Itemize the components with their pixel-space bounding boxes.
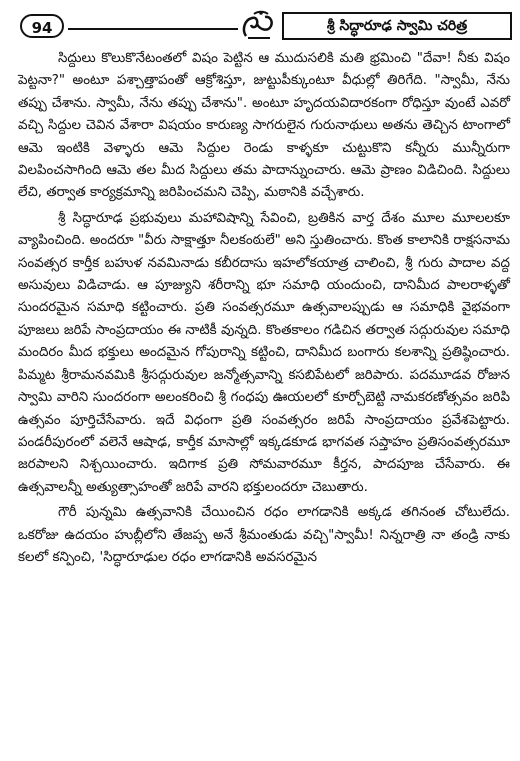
header-rule xyxy=(68,28,238,30)
page-number: 94 xyxy=(20,14,64,38)
book-title: శ్రీ సిద్ధారూఢ స్వామి చరిత్ర xyxy=(282,12,512,40)
om-emblem-icon xyxy=(240,10,276,42)
paragraph: సిద్దులు కొలుకొనేటంతలో విషం పెట్టిన ఆ ముదుసలికి మతి భ్రమించి "దేవా! నీకు విషం పెట్టనా?" అంటూ పశ్చాత్తాపంతో ఆక్రోశిస్తూ, జుట్టుపీక్కుంటూ వీధుల్లో తిరిగేది. "స్వామీ, నేను తప్పు చేశాను. స్వామీ, నేను తప్పు చేశాను". అంటూ హృదయవిదారకంగా రోధిస్తూ వుంటే ఎవరో వచ్చి సిద్దుల చెవిన వేశారా విషయం కారుణ్య సాగరులైన గురునాథులు అతను తెచ్చిన టాంగాలో ఆమె ఇంటికి వెళ్ళారు ఆమె సిద్దుల రెండు కాళ్ళకూ చుట్టుకొని కన్నీరు మున్నీరుగా విలపించసాగింది ఆమె తల మీద సిద్దులు తమ పాదాన్నుంచారు. ఆమె ప్రాణం విడిచింది. సిద్దులు లేచి, తర్వాత కార్యక్రమాన్ని జరిపించమని చెప్పి, మఠానికి వచ్చేశారు. xyxy=(18,51,510,201)
page-header xyxy=(16,10,512,44)
paragraph: శ్రీ సిద్ధారూఢ ప్రభువులు మహావిషాన్ని సేవించి, బ్రతికిన వార్త దేశం మూల మూలలకూ వ్యాపించింది. అందరూ "వీరు సాక్షాత్తూ నీలకంఠులే" అని స్తుతించారు. కొంత కాలానికి రాక్షసనామ సంవత్సర కార్తీక బహుళ నవమినాడు కబీరదాసు ఇహలోకయాత్ర చాలించి, శ్రీ గురు పాదాల వద్ద అసువులు విడిచాడు. ఆ పూజ్యుని శరీరాన్ని భూ సమాధి యందుంచి, దానిమీద పాలరాళ్ళతో సుందరమైన సమాధి కట్టించారు. ప్రతి సంవత్సరమూ ఉత్సవాలప్పుడు ఆ సమాధికి వైభవంగా పూజలు జరిపే సాంప్రదాయం ఈ నాటికీ వున్నది. కొంతకాలం గడిచిన తర్వాత సద్గురువుల సమాధి మందిరం మీద భక్తులు అందమైన గోపురాన్ని కట్టించి, దానిమీద బంగారు కలశాన్ని ప్రతిష్ఠించారు. పిమ్మట శ్రీరామనవమికి శ్రీసద్గురువుల జన్మోత్సవాన్ని కసబిపేటలో జరిపారు. పదమూడవ రోజున స్వామి వారిని సుందరంగా అలంకరించి శ్రీ గంధపు ఊయలలో కూర్చోబెట్టి నామకరణోత్సవం జరిపి ఉత్సవం పూర్తిచేసేవారు. ఇదే విధంగా ప్రతి సంవత్సరం జరిపే సాంప్రదాయం ప్రవేశపెట్టారు. పండరీపురంలో వలెనే ఆషాఢ, కార్తీక మాసాల్లో ఇక్కడకూడ భాగవత సప్తాహం ప్రతిసంవత్సరమూ జరపాలని నిశ్చయించారు. ఇదిగాక ప్రతి సోమవారమూ కీర్తన, పాదపూజ చేసేవారు. ఈ ఉత్సవాలన్నీ అత్యుత్సాహంతో జరిపే వారని భక్తులందరూ చెబుతారు. xyxy=(18,210,510,495)
paragraph: గౌరీ పున్నమి ఉత్సవానికి చేయించిన రధం లాగడానికి అక్కడ తగినంత చోటులేదు. ఒకరోజు ఉదయం హుబ్లీలోని తేజప్ప అనే శ్రీమంతుడు వచ్చి"స్వామీ! నిన్నరాత్రి నా తండ్రి నాకు కలలో కన్పించి, 'సిద్ధారూఢుల రధం లాగడానికి అవసరమైన xyxy=(18,505,510,565)
page-body xyxy=(18,48,510,569)
